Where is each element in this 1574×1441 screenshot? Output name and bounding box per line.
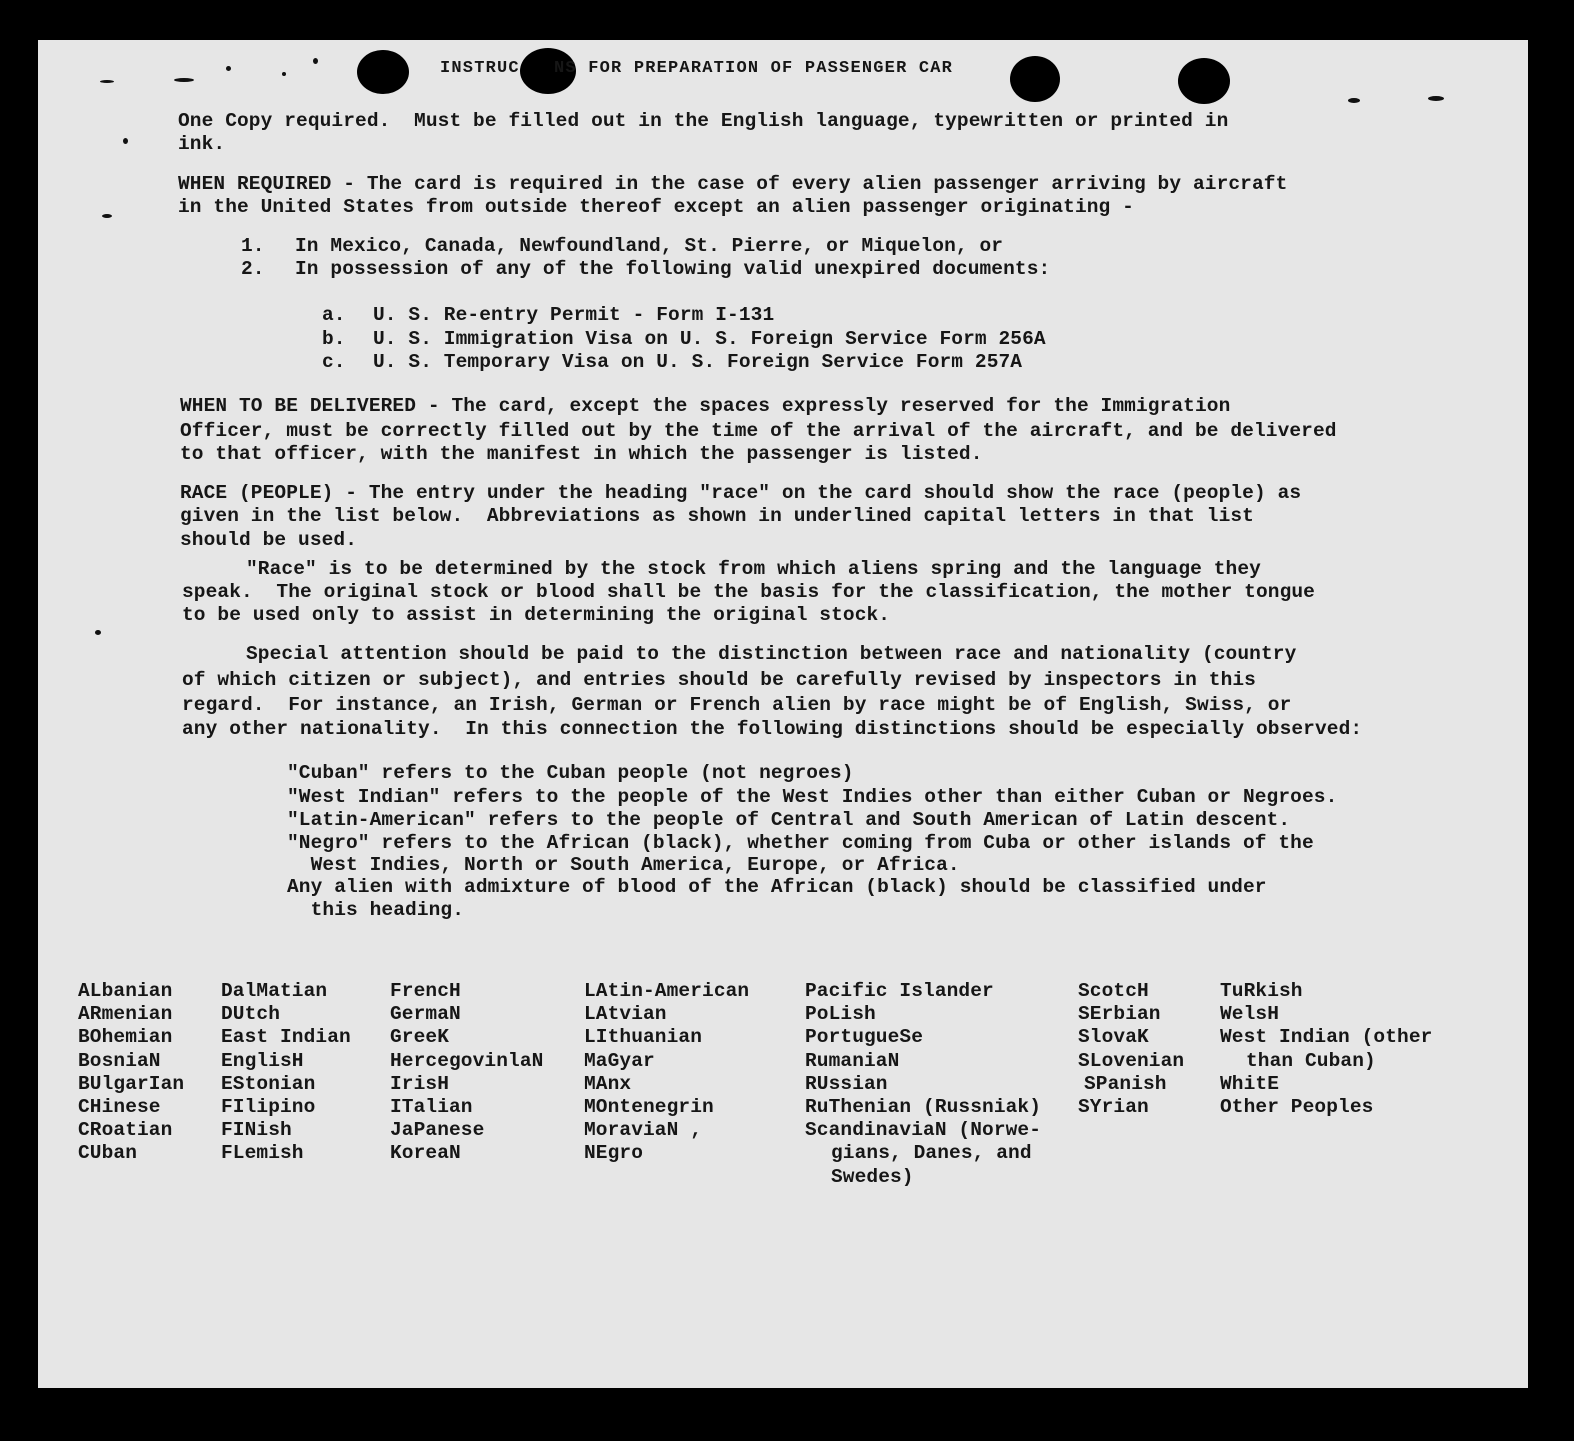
race-line: given in the list below. Abbreviations as shown in underlined capital letters in that list <box>180 505 1254 527</box>
scan-speck <box>174 78 194 82</box>
distinction-line: this heading. <box>287 899 465 921</box>
race-list-item: ScotcH <box>1078 980 1149 1002</box>
race-list-item: MaGyar <box>584 1049 655 1072</box>
race-list-item: LAtin-American <box>584 980 750 1002</box>
race-list-item: DUtch <box>221 1003 281 1026</box>
punch-hole <box>1178 58 1230 104</box>
scan-speck <box>226 66 231 71</box>
distinction-line: "West Indian" refers to the people of the West Indies other than either Cuban or Negroes. <box>287 786 1338 808</box>
scan-speck <box>1348 98 1360 103</box>
attention-line: any other nationality. In this connection the following distinctions should be especially observed: <box>182 718 1363 740</box>
when-delivered-line: Officer, must be correctly filled out by the time of the arrival of the aircraft, and be delivered <box>180 420 1337 442</box>
race-list-item: FINish <box>221 1119 292 1142</box>
distinction-line: West Indies, North or South America, Europe, or Africa. <box>287 854 960 876</box>
race-line: RACE (PEOPLE) - The entry under the heading "race" on the card should show the race (people) as <box>180 482 1302 504</box>
race-list-column <box>584 980 749 1166</box>
distinction-line: "Cuban" refers to the Cuban people (not negroes) <box>287 762 854 784</box>
race-list-item: Swedes) <box>831 1165 914 1188</box>
when-required-line: WHEN REQUIRED - The card is required in the case of every alien passenger arriving by aircraft <box>178 173 1288 195</box>
race-list-item: SErbian <box>1078 1003 1161 1026</box>
numbered-item-num: 2. <box>241 258 265 280</box>
race-list-item: RuThenian (Russniak) <box>805 1096 1042 1119</box>
race-list-item: MOntenegrin <box>584 1096 714 1119</box>
when-delivered-line: WHEN TO BE DELIVERED - The card, except the spaces expressly reserved for the Immigration <box>180 395 1231 417</box>
race-list-item: SlovaK <box>1078 1026 1149 1049</box>
scan-speck <box>100 80 114 83</box>
race-list-item: ITalian <box>390 1096 473 1119</box>
race-list-item: HercegovinlaN <box>390 1049 544 1072</box>
race-list-item: EnglisH <box>221 1049 304 1072</box>
race-list-item: GreeK <box>390 1026 450 1049</box>
race-list-item: MAnx <box>584 1072 632 1095</box>
lettered-item-text: U. S. Temporary Visa on U. S. Foreign Service Form 257A <box>373 351 1023 373</box>
race-list-item: WelsH <box>1220 1003 1280 1026</box>
race-list-item: Pacific Islander <box>805 980 994 1002</box>
race-list-item: MoraviaN , <box>584 1119 703 1142</box>
race-list-item: NEgro <box>584 1142 644 1165</box>
intro-line: One Copy required. Must be filled out in the English language, typewritten or printed in <box>178 110 1229 132</box>
lettered-item-letter: c. <box>322 351 346 373</box>
race-list-item: than Cuban) <box>1246 1049 1376 1072</box>
race-list-column <box>221 980 351 1166</box>
numbered-item-num: 1. <box>241 235 265 257</box>
race-list-item: PortugueSe <box>805 1026 924 1049</box>
race-list-item: CHinese <box>78 1096 161 1119</box>
attention-line: of which citizen or subject), and entries should be carefully revised by inspectors in this <box>182 669 1256 691</box>
race-list-item: FIlipino <box>221 1096 316 1119</box>
race-list-item: LIthuanian <box>584 1026 703 1049</box>
numbered-item-text: In Mexico, Canada, Newfoundland, St. Pierre, or Miquelon, or <box>295 235 1004 257</box>
scan-speck <box>282 72 286 76</box>
race-list-item: LAtvian <box>584 1003 667 1026</box>
scan-speck <box>102 214 112 218</box>
race-list-item: TuRkish <box>1220 980 1303 1002</box>
race-list-item: FrencH <box>390 980 461 1002</box>
race-list-item: DalMatian <box>221 980 328 1002</box>
race-list-item: ScandinaviaN (Norwe- <box>805 1119 1042 1142</box>
punch-hole <box>357 50 409 94</box>
race-list-item: RumaniaN <box>805 1049 900 1072</box>
scan-speck <box>95 630 101 635</box>
lettered-item-text: U. S. Re-entry Permit - Form I-131 <box>373 304 775 326</box>
race-list-item: EStonian <box>221 1072 316 1095</box>
race-list-item: East Indian <box>221 1026 351 1049</box>
race-line: should be used. <box>180 529 358 551</box>
race-list-column <box>1078 980 1184 1119</box>
lettered-item-letter: a. <box>322 304 346 326</box>
race-list-column <box>390 980 543 1166</box>
race-list-item: RUssian <box>805 1072 888 1095</box>
lettered-item-text: U. S. Immigration Visa on U. S. Foreign Service Form 256A <box>373 328 1046 350</box>
race-list-item: CRoatian <box>78 1119 173 1142</box>
race-list-item: SYrian <box>1078 1096 1149 1119</box>
race-list-item: FLemish <box>221 1142 304 1165</box>
race-list-column <box>805 980 1041 1189</box>
page-title: INSTRUC NS FOR PREPARATION OF PASSENGER CAR <box>440 59 954 78</box>
attention-line: regard. For instance, an Irish, German or French alien by race might be of English, Swiss, or <box>182 694 1292 716</box>
intro-line: ink. <box>178 133 226 155</box>
when-required-line: in the United States from outside thereof except an alien passenger originating - <box>178 196 1134 218</box>
race-list-item: West Indian (other <box>1220 1026 1433 1049</box>
race-definition-line: "Race" is to be determined by the stock from which aliens spring and the language they <box>246 558 1261 580</box>
scan-speck <box>1428 96 1444 101</box>
race-list-item: BUlgarIan <box>78 1072 185 1095</box>
race-definition-line: speak. The original stock or blood shall be the basis for the classification, the mother tongue <box>182 581 1315 603</box>
race-definition-line: to be used only to assist in determining the original stock. <box>182 604 891 626</box>
lettered-item-letter: b. <box>322 328 346 350</box>
race-list-item: gians, Danes, and <box>831 1142 1032 1165</box>
race-list-item: CUban <box>78 1142 138 1165</box>
attention-line: Special attention should be paid to the distinction between race and nationality (country <box>246 643 1297 665</box>
race-list-column <box>1220 980 1432 1119</box>
scan-speck <box>123 138 128 144</box>
race-list-item: Other Peoples <box>1220 1096 1374 1119</box>
race-list-item: ALbanian <box>78 980 173 1002</box>
when-delivered-line: to that officer, with the manifest in which the passenger is listed. <box>180 443 983 465</box>
distinction-line: Any alien with admixture of blood of the African (black) should be classified under <box>287 876 1267 898</box>
distinction-line: "Negro" refers to the African (black), whether coming from Cuba or other islands of the <box>287 832 1314 854</box>
race-list-item: KoreaN <box>390 1142 461 1165</box>
race-list-item: ARmenian <box>78 1003 173 1026</box>
race-list-column <box>78 980 184 1166</box>
race-list-item: SPanish <box>1084 1072 1167 1095</box>
scan-speck <box>313 58 318 64</box>
race-list-item: BosniaN <box>78 1049 161 1072</box>
race-list-item: WhitE <box>1220 1072 1280 1095</box>
distinction-line: "Latin-American" refers to the people of Central and South American of Latin descent. <box>287 809 1291 831</box>
race-list-item: IrisH <box>390 1072 450 1095</box>
race-list-item: JaPanese <box>390 1119 485 1142</box>
punch-hole <box>1010 56 1060 102</box>
race-list-item: GermaN <box>390 1003 461 1026</box>
numbered-item-text: In possession of any of the following valid unexpired documents: <box>295 258 1051 280</box>
race-list-item: PoLish <box>805 1003 876 1026</box>
race-list-item: BOhemian <box>78 1026 173 1049</box>
race-list-item: SLovenian <box>1078 1049 1185 1072</box>
